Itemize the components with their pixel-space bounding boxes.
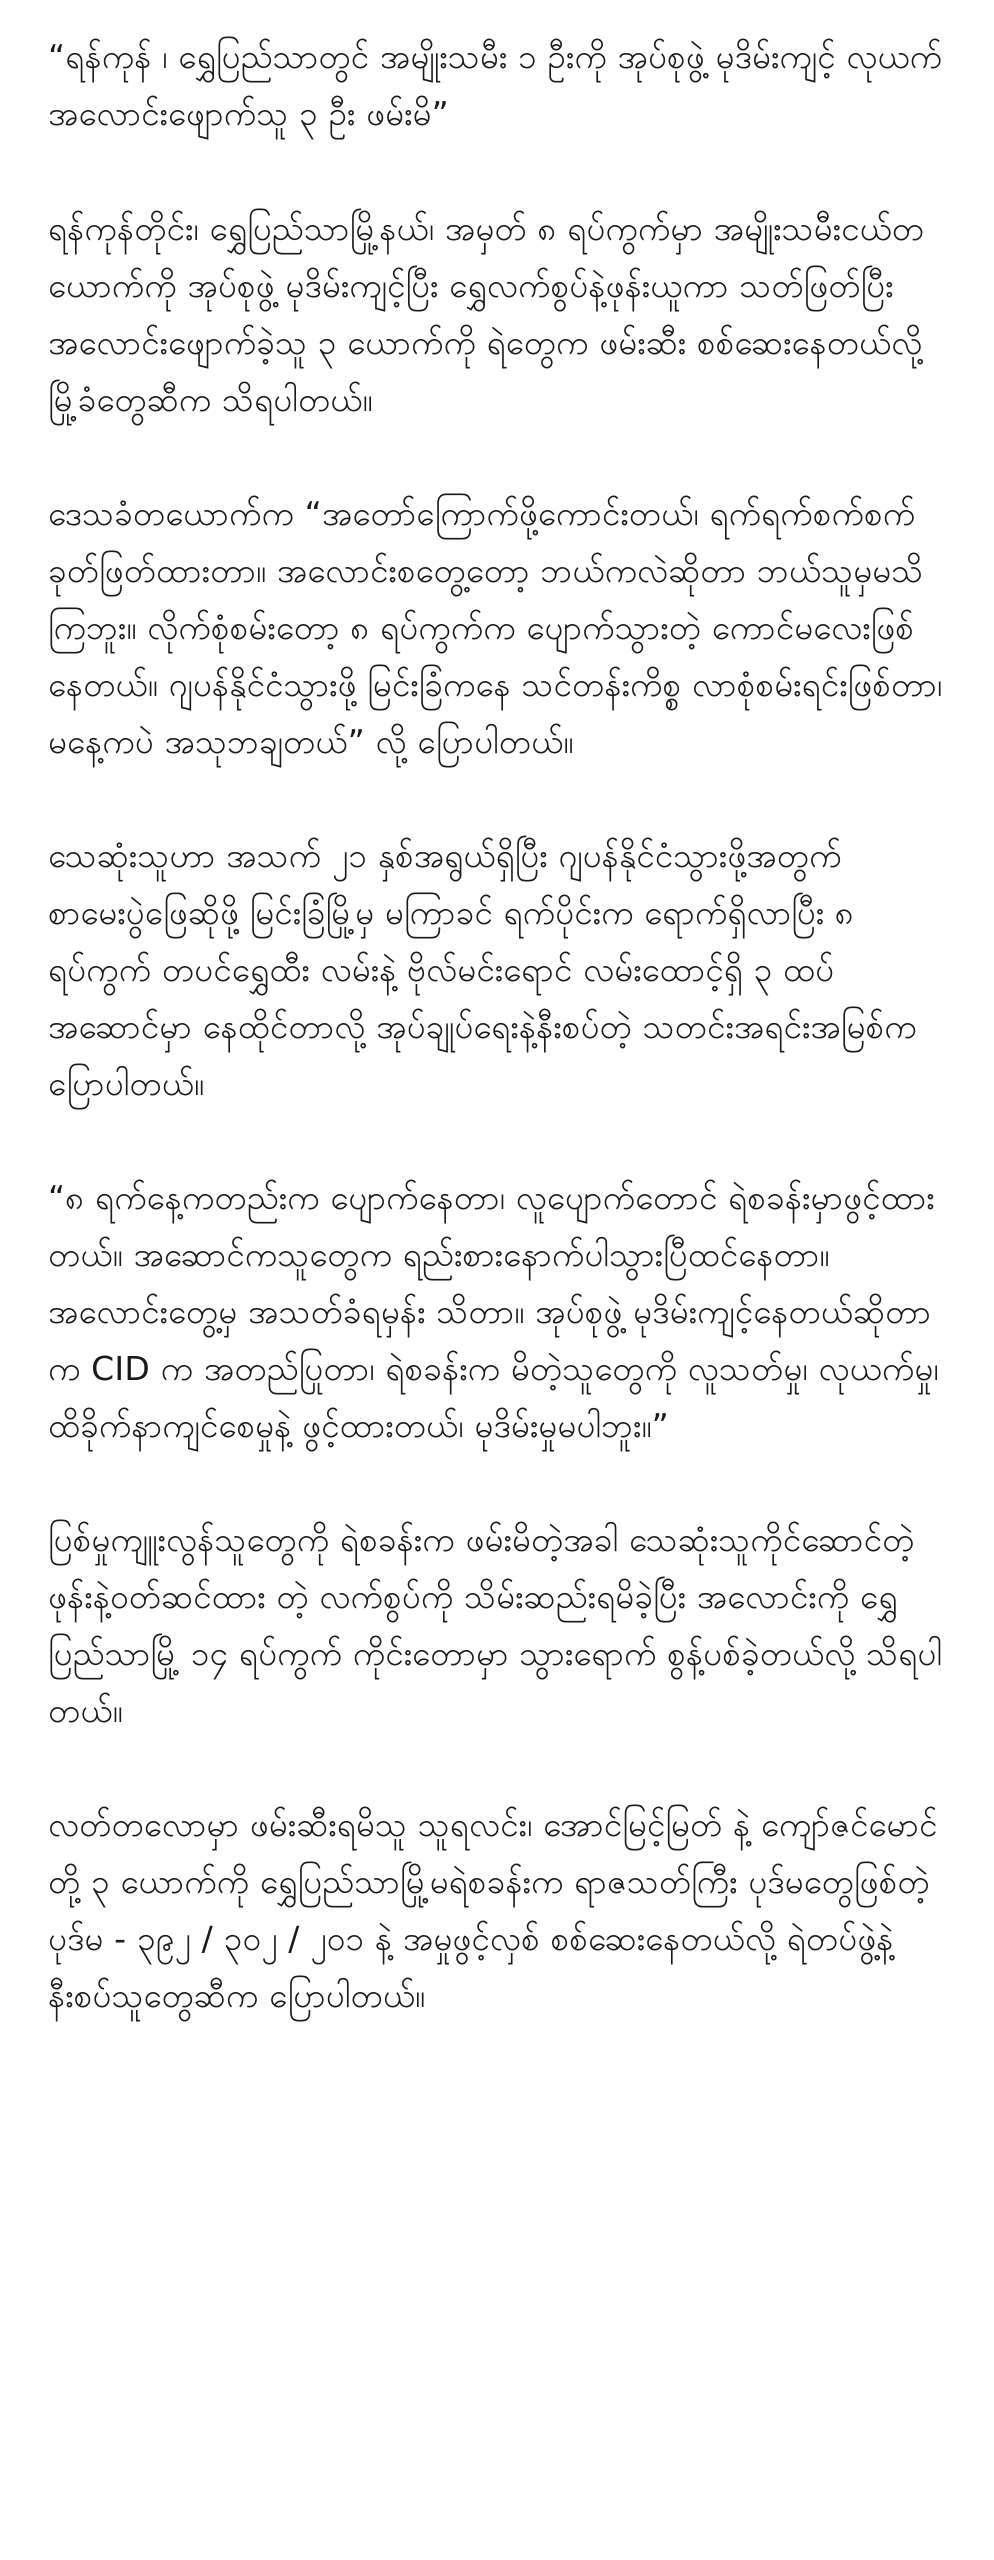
article-headline: “ရန်ကုန် ၊ ရွှေပြည်သာတွင် အမျိုးသမီး ၁ ဦးကို အုပ်စုဖွဲ့ မုဒိမ်းကျင့် လုယက်အလောင်းဖျောက်သူ ၃ ဦး ဖမ်းမိ”: [48, 37, 943, 133]
paragraph-6: လတ်တလောမှာ ဖမ်းဆီးရမိသူ သူရလင်း၊ အောင်မြင့်မြတ် နဲ့ ကျော်ဇင်မောင်တို့ ၃ ယောက်ကို ရွှေပြည်သာမြို့မရဲစခန်းက ရာဇသတ်ကြီး ပုဒ်မတွေဖြစ်တဲ့ ပုဒ်မ - ၃၉၂ / ၃၀၂ / ၂၀၁ နဲ့ အမှုဖွင့်လှစ် စစ်ဆေးနေတယ်လို့ ရဲတပ်ဖွဲ့နဲ့ နီးစပ်သူတွေဆီက ပြောပါတယ်။: [48, 1805, 938, 2015]
paragraph-5: ပြစ်မှုကျူးလွန်သူတွေကို ရဲစခန်းက ဖမ်းမိတဲ့အခါ သေဆုံးသူကိုင်ဆောင်တဲ့ ဖုန်းနဲ့ဝတ်ဆင်ထား တဲ့ လက်စွပ်ကို သိမ်းဆည်းရမိခဲ့ပြီး အလောင်းကို ရွှေပြည်သာမြို့ ၁၄ ရပ်ကွက် ကိုင်းတောမှာ သွားရောက် စွန့်ပစ်ခဲ့တယ်လို့ သိရပါတယ်။: [48, 1520, 943, 1730]
paragraph-3: သေဆုံးသူဟာ အသက် ၂၁ နှစ်အရွယ်ရှိပြီး ဂျပန်နိုင်ငံသွားဖို့အတွက် စာမေးပွဲဖြေဆိုဖို့ မြင်းခြံမြို့မှ မကြာခင် ရက်ပိုင်းက ရောက်ရှိလာပြီး ၈ ရပ်ကွက် တပင်ရွှေထီး လမ်းနဲ့ ဗိုလ်မင်းရောင် လမ်းထောင့်ရှိ ၃ ထပ်အဆောင်မှာ နေထိုင်တာလို့ အုပ်ချုပ်ရေးနဲ့နီးစပ်တဲ့ သတင်းအရင်းအမြစ်က ပြောပါတယ်။: [48, 836, 917, 1103]
paragraph-2: ဒေသခံတယောက်က “အတော်ကြောက်ဖို့ကောင်းတယ်၊ ရက်ရက်စက်စက် ခုတ်ဖြတ်ထားတာ။ အလောင်းစတွေ့တော့ ဘယ်ကလဲဆိုတာ ဘယ်သူမှမသိကြဘူး။ လိုက်စုံစမ်းတော့ ၈ ရပ်ကွက်က ပျောက်သွားတဲ့ ကောင်မလေးဖြစ်နေတယ်။ ဂျပန်နိုင်ငံသွားဖို့ မြင်းခြံကနေ သင်တန်းကိစ္စ လာစုံစမ်းရင်းဖြစ်တာ၊ မနေ့ကပဲ အသုဘချတယ်” လို့ ပြောပါတယ်။: [48, 494, 943, 761]
paragraph-4: “၈ ရက်နေ့ကတည်းက ပျောက်နေတာ၊ လူပျောက်တောင် ရဲစခန်းမှာဖွင့်ထားတယ်။ အဆောင်ကသူတွေက ရည်းစားနောက်ပါသွားပြီထင်နေတာ။ အလောင်းတွေ့မှ အသတ်ခံရမှန်း သိတာ။ အုပ်စုဖွဲ့ မုဒိမ်းကျင့်နေတယ်ဆိုတာက CID က အတည်ပြုတာ၊ ရဲစခန်းက မိတဲ့သူတွေကို လူသတ်မှု၊ လုယက်မှု၊ ထိခိုက်နာကျင်စေမှုနဲ့ ဖွင့်ထားတယ်၊ မုဒိမ်းမှုမပါဘူး။”: [48, 1178, 939, 1445]
paragraph-1: ရန်ကုန်တိုင်း၊ ရွှေပြည်သာမြို့နယ်၊ အမှတ် ၈ ရပ်ကွက်မှာ အမျိုးသမီးငယ်တယောက်ကို အုပ်စုဖွဲ့ မုဒိမ်းကျင့်ပြီး ရွှေလက်စွပ်နဲ့ဖုန်းယူကာ သတ်ဖြတ်ပြီး အလောင်းဖျောက်ခဲ့သူ ၃ ယောက်ကို ရဲတွေက ဖမ်းဆီး စစ်ဆေးနေတယ်လို့ မြို့ခံတွေဆီက သိရပါတယ်။: [48, 209, 925, 419]
